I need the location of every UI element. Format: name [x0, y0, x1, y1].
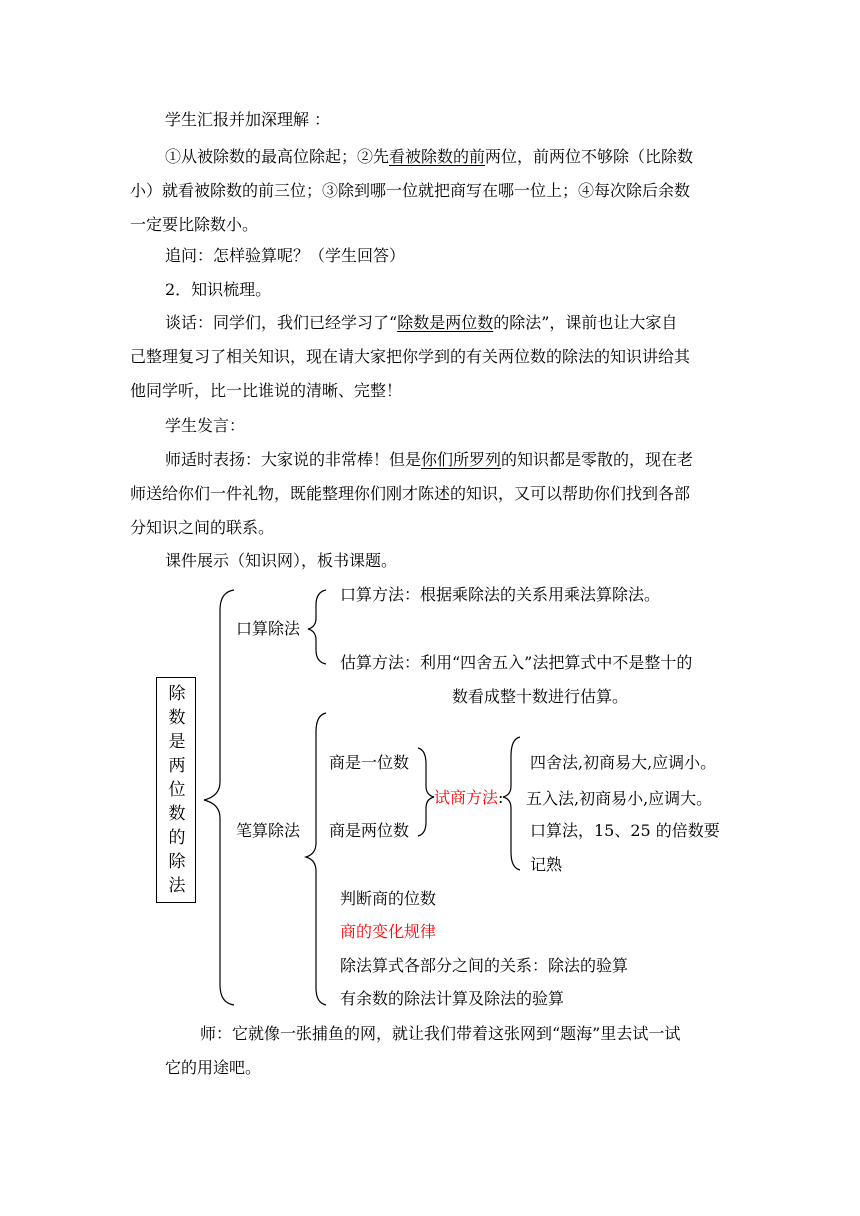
- kousuan-method: 口算方法：根据乘除法的关系用乘法算除法。: [340, 585, 661, 604]
- text-segment: ①从被除数的最高位除起；②先: [165, 147, 390, 166]
- estimate-method-line2: 数看成整十数进行估算。: [452, 687, 629, 706]
- paragraph-question: 追问：怎样验算呢？（学生回答）: [165, 246, 406, 265]
- diagram-root-box: [156, 677, 196, 903]
- root-char: 除: [168, 852, 186, 872]
- quotient-one-digit: 商是一位数: [329, 753, 410, 772]
- paragraph-closing-line1: 师：它就像一张捕鱼的网，就让我们带着这张网到“题海”里去试一试: [200, 1024, 681, 1043]
- paragraph-praise-line2: 师送给你们一件礼物，既能整理你们刚才陈述的知识，又可以帮助你们找到各部: [130, 484, 691, 503]
- kousuan-brace: [308, 590, 326, 664]
- root-char: 两: [168, 756, 186, 776]
- paragraph-praise-line3: 分知识之间的联系。: [130, 518, 275, 537]
- paragraph-steps-line2: 小）就看被除数的前三位；③除到哪一位就把商写在哪一位上；④每次除后余数: [130, 181, 691, 200]
- bisuan-label: 笔算除法: [236, 821, 301, 840]
- trial-method-item: 记熟: [530, 855, 563, 874]
- kousuan-label: 口算除法: [236, 619, 301, 638]
- bisuan-item: 除法算式各部分之间的关系：除法的验算: [340, 956, 629, 975]
- quotient-two-digit: 商是两位数: [329, 821, 410, 840]
- root-char: 是: [168, 732, 186, 752]
- bisuan-item: 有余数的除法计算及除法的验算: [340, 989, 565, 1008]
- section-heading: 2．知识梳理。: [165, 280, 272, 299]
- trial-method-colon: :: [498, 788, 504, 807]
- paragraph-talk-line2: 己整理复习了相关知识，现在请大家把你学到的有关两位数的除法的知识讲给其: [130, 347, 691, 366]
- underlined-text: 除数是两位数: [397, 313, 494, 332]
- text-segment: 两位，前两位不够除（比除数: [485, 147, 694, 166]
- text-segment: 的除法”，课前也让大家自: [493, 313, 678, 332]
- trial-method-label: [434, 788, 503, 808]
- paragraph-courseware: 课件展示（知识网），板书课题。: [165, 551, 398, 570]
- paragraph-talk-line3: 他同学听，比一比谁说的清晰、完整！: [130, 381, 403, 400]
- trial-method-text: 试商方法: [434, 788, 499, 807]
- root-char: 数: [168, 708, 186, 728]
- text-segment: 师适时表扬：大家说的非常棒！但是: [165, 450, 422, 469]
- root-char: 法: [168, 876, 186, 896]
- bisuan-item-highlight: 商的变化规律: [340, 922, 437, 941]
- text-segment: 谈话：同学们，我们已经学习了“: [165, 313, 398, 332]
- trial-method-item: 五入法,初商易小,应调大。: [526, 789, 713, 808]
- estimate-method-line1: 估算方法：利用“四舍五入”法把算式中不是整十的: [340, 653, 693, 672]
- quotient-brace: [418, 748, 434, 836]
- bisuan-brace: [306, 713, 326, 1005]
- root-char: 除: [168, 684, 186, 704]
- root-char: 位: [168, 780, 186, 800]
- underlined-text: 你们所罗列: [421, 450, 502, 469]
- paragraph-report: 学生汇报并加深理解 ：: [165, 110, 331, 129]
- paragraph-speak: 学生发言：: [165, 416, 246, 435]
- paragraph-steps-line3: 一定要比除数小。: [130, 215, 259, 234]
- trial-method-item: 四舍法,初商易大,应调小。: [530, 753, 717, 772]
- text-segment: 的知识都是零散的，现在老: [501, 450, 694, 469]
- methods-brace: [503, 737, 520, 870]
- underlined-text: 看被除数的前: [389, 147, 486, 166]
- root-char: 数: [168, 804, 186, 824]
- root-char: 的: [168, 828, 186, 848]
- main-brace: [204, 590, 234, 1005]
- trial-method-item: 口算法，15、25 的倍数要: [530, 821, 720, 840]
- paragraph-closing-line2: 它的用途吧。: [165, 1058, 262, 1077]
- bisuan-item: 判断商的位数: [340, 889, 437, 908]
